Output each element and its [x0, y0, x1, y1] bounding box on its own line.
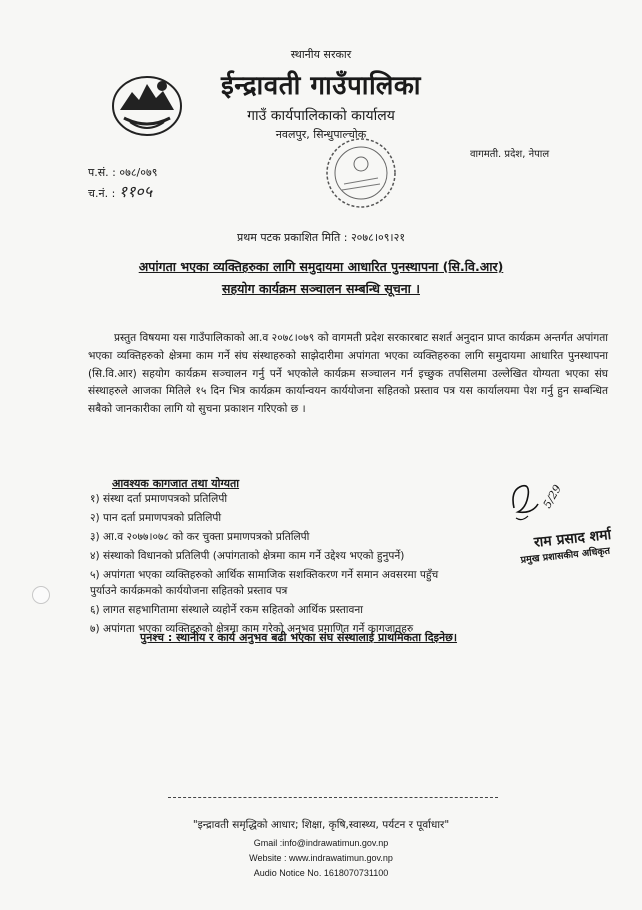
postscript-note: पुनश्च : स्थानीय र कार्य अनुभव बढी भएका संघ संस्थालाई प्राथमिकता दिइनेछ।: [140, 631, 458, 644]
publish-date: प्रथम पटक प्रकाशित मिति : २०७८।०९।२१: [236, 231, 406, 244]
subject-line-1: अपांगता भएका व्यक्तिहरुका लागि समुदायमा आधारित पुनस्थापना (सि.वि.आर): [138, 259, 504, 274]
ch-value: ११०५: [118, 182, 153, 201]
requirement-item: ४) संस्थाको विधानको प्रतिलिपी (अपांगताको क्षेत्रमा काम गर्ने उद्देश्य भएको हुनुपर्ने): [90, 550, 405, 562]
office-address: नवलपुर, सिन्धुपाल्चोक: [275, 128, 367, 141]
requirement-item: २) पान दर्ता प्रमाणपत्रको प्रतिलिपी: [90, 512, 222, 524]
signature-date: 5/29: [540, 482, 565, 511]
footer-motto: "इन्द्रावती समृद्धिको आधार; शिक्षा, कृषि,स्वास्थ्य, पर्यटन र पूर्वाधार": [192, 819, 450, 831]
requirement-item: ७) अपांगता भएका व्यक्तिहरुको क्षेत्रमा काम गरेको अनुभव प्रमाणित गर्ने कागजातहरु: [90, 623, 414, 635]
requirement-item: ३) आ.व २०७७।०७८ को कर चुक्ता प्रमाणपत्रको प्रतिलिपी: [90, 531, 310, 543]
subject-line-2: सहयोग कार्यक्रम सञ्चालन सम्बन्धि सूचना ।: [222, 281, 420, 296]
notice-body: प्रस्तुत विषयमा यस गाउँपालिकाको आ.व २०७८।०७९ को वागमती प्रदेश सरकारबाट सशर्त अनुदान प्राप्त कार्यक्रम अन्तर्गत अपांगता भएका व्यक्तिहरुको क्षेत्रमा काम गर्ने संघ संस्थाहरुको साझेदारीमा अपांगता भएका व्यक्तिहरुका लागि समुदायमा आधारित पुनस्थापना (सि.वि.आर) सहयोग कार्यक्रम सञ्चालन गर्नु पर्ने भएकोले कार्यक्रम सञ्चालन गर्न इच्छुक तपसिलमा उल्लेखित योग्यता भएका संघ संस्थाहरुले आजका मितिले १५ दिन भित्र कार्यक्रम कार्यान्वयन कार्ययोजना सहितको प्रस्ताव पत्र यस कार्यालयमा पेश गर्नु हुन सम्बन्धित सबैको जानकारीका लागि यो सुचना प्रकाशन गरिएको छ ।: [88, 332, 608, 416]
dispatch-number: [88, 180, 152, 202]
signatory-name: राम प्रसाद शर्मा: [533, 526, 612, 551]
punch-hole: [32, 586, 50, 604]
office-stamp: [322, 134, 400, 212]
footer-website: Website : www.indrawatimun.gov.np: [249, 853, 393, 863]
ref-label: प.सं. :: [88, 166, 116, 179]
footer-gmail: Gmail :info@indrawatimun.gov.np: [253, 838, 389, 848]
ref-value: ०७८/०७९: [119, 166, 158, 179]
signatory-position: प्रमुख प्रशासकीय अधिकृत: [520, 545, 611, 566]
office-name: गाउँ कार्यपालिकाको कार्यालय: [247, 108, 395, 124]
reference-number: [88, 165, 157, 180]
government-label: स्थानीय सरकार: [290, 48, 352, 61]
requirement-item: पुर्याउने कार्यक्रमको कार्ययोजना सहितको प्रस्ताव पत्र: [90, 585, 288, 597]
municipality-title: ईन्द्रावती गाउँपालिका: [220, 71, 422, 101]
footer-divider: [168, 797, 498, 798]
ch-label: च.नं. :: [88, 187, 116, 200]
requirement-item: ५) अपांगता भएका व्यक्तिहरुको आर्थिक सामाजिक सशक्तिकरण गर्ने समान अवसरमा पहुँच: [90, 569, 439, 581]
footer-audio-notice: Audio Notice No. 1618070731100: [253, 868, 389, 878]
requirement-item: १) संस्था दर्ता प्रमाणपत्रको प्रतिलिपी: [90, 493, 228, 505]
requirements-title: आवश्यक कागजात तथा योग्यता: [112, 477, 240, 490]
requirement-item: ६) लागत सहभागितामा संस्थाले व्यहोर्ने रकम सहितको आर्थिक प्रस्तावना: [90, 604, 364, 616]
province-label: वागमती. प्रदेश, नेपाल: [470, 149, 550, 160]
